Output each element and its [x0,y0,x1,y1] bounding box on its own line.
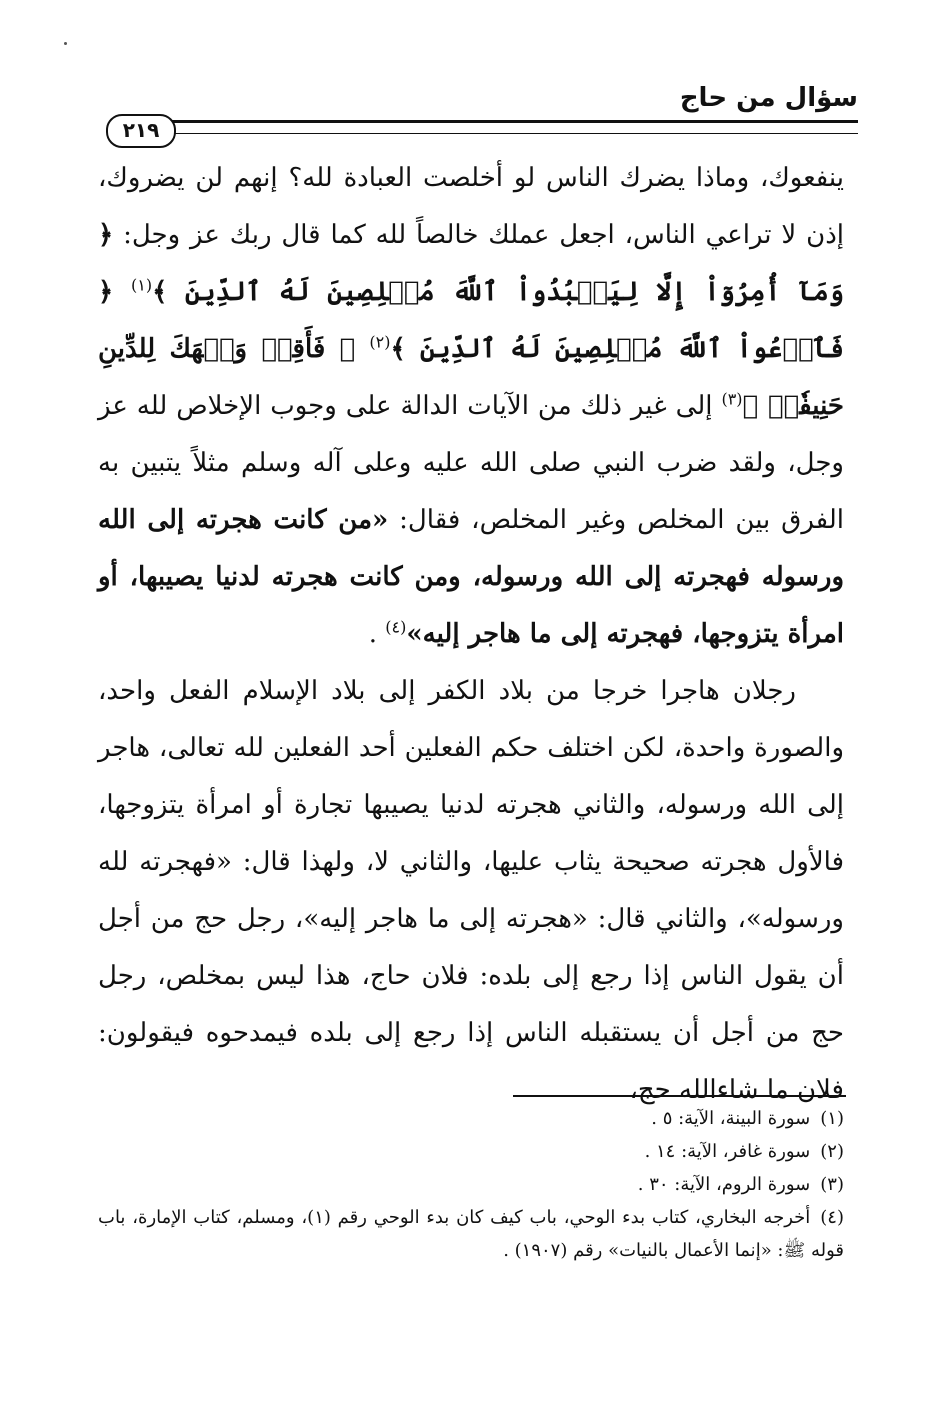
footnote-text: سورة الروم، الآية: ٣٠ . [637,1174,811,1195]
footnote-text: أخرجه البخاري، كتاب بدء الوحي، باب كيف كان بدء الوحي رقم (١)، ومسلم، كتاب الإمارة، باب قوله ﷺ: «إنما الأعمال بالنيات» رقم (١٩٠٧) . [98,1207,844,1261]
paragraph-1 [98,150,844,663]
footnote-number: (٣) [820,1174,844,1195]
footnote-3 [98,1168,844,1201]
quran-verse-2: ﴿ فَٱدۡعُواْ ٱللَّهَ مُخۡلِصِينَ لَهُ ٱلدِّينَ ﴾ [98,277,845,364]
hadith-quote: «من كانت هجرته إلى الله ورسوله فهجرته إلى الله ورسوله، ومن كانت هجرته لدنيا يصيبها، أو امرأة يتزوجها، فهجرته إلى ما هاجر إليه» [98,505,844,649]
footnote-number: (٤) [820,1207,844,1228]
footnote-number: (٢) [820,1141,844,1162]
footnote-ref-1: (١) [130,275,153,295]
text-span: . [368,619,386,649]
footnote-2 [98,1135,844,1168]
main-text [98,150,844,1119]
running-title: سؤال من حاج [679,83,858,113]
footnote-4 [98,1201,844,1267]
quran-verse-1: ﴿ وَمَآ أُمِرُوٓاْ إِلَّا لِيَعۡبُدُواْ ٱللَّهَ مُخۡلِصِينَ لَهُ ٱلدِّينَ ﴾ [98,220,844,307]
footnote-ref-2: (٢) [369,332,391,352]
footnote-ref-4: (٤) [385,617,407,637]
footnote-text: سورة غافر، الآية: ١٤ . [644,1141,811,1162]
footnote-rule [513,1095,846,1097]
footnotes [98,1102,844,1267]
quran-verse-3: ﴿ فَأَقِمۡ وَجۡهَكَ لِلدِّينِ حَنِيفٗاۚ ﴾ [98,334,844,421]
page-number: ٢١٩ [106,114,176,148]
paragraph-2: رجلان هاجرا خرجا من بلاد الكفر إلى بلاد الإسلام الفعل واحد، والصورة واحدة، لكن اختلف حكم الفعلين أحد الفعلين لله تعالى، هاجر إلى الله ورسوله، والثاني هجرته لدنيا يصيبها تجارة أو امرأة يتزوجها، فالأول هجرته صحيحة يثاب عليها، والثاني لا، ولهذا قال: «فهجرته لله ورسوله»، والثاني قال: «هجرته إلى ما هاجر إليه»، رجل حج من أجل أن يقول الناس إذا رجع إلى بلده: فلان حاج، هذا ليس بمخلص، رجل حج من أجل أن يستقبله الناس إذا رجع إلى بلده فيمدحوه فيقولون: فلان ما شاءالله حج، [98,676,845,1105]
text-span: ينفعوك، وماذا يضرك الناس لو أخلصت العبادة لله؟ إنهم لن يضروك، إذن لا تراعي الناس، اجعل عملك خالصاً لله كما قال ربك عز وجل: [98,163,844,250]
footnote-text: سورة البينة، الآية: ٥ . [651,1108,811,1129]
footnote-number: (١) [820,1108,844,1129]
scan-speck [64,42,67,45]
text-span: إلى غير ذلك من الآيات الدالة على وجوب الإخلاص لله عز وجل، ولقد ضرب النبي صلى الله عليه وعلى آله وسلم مثلاً يتبين به الفرق بين المخلص وغير المخلص، فقال: [98,391,844,535]
header-rule [160,120,858,134]
footnote-1 [98,1102,844,1135]
footnote-ref-3: (٣) [721,389,743,409]
